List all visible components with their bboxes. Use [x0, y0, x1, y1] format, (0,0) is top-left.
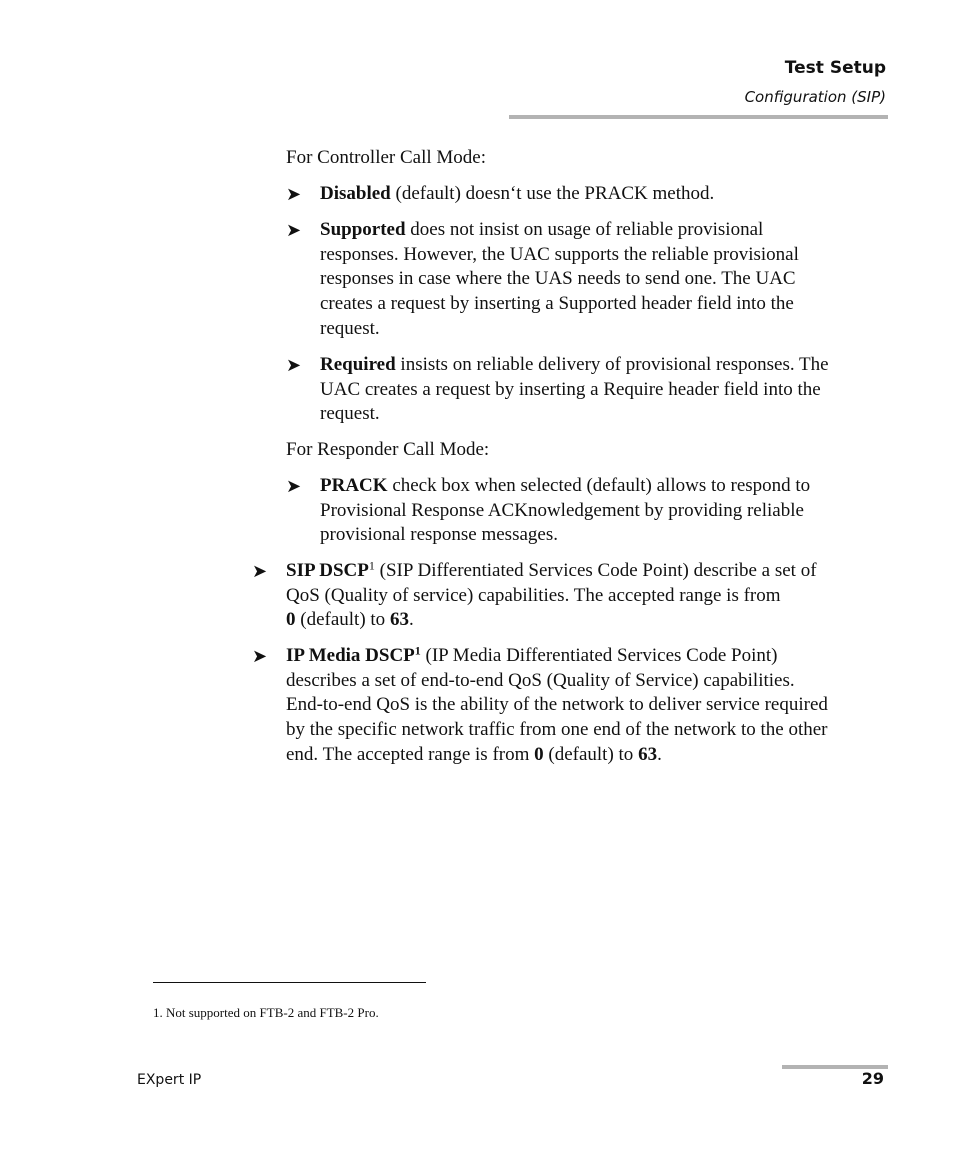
range-min: 0	[286, 609, 296, 631]
section-subtitle: Configuration (SIP)	[744, 88, 886, 106]
item-line: provisional response messages.	[320, 524, 558, 546]
item-line	[320, 218, 799, 243]
item-term: PRACK	[320, 475, 388, 496]
list-item-supported	[286, 218, 799, 342]
item-line: Provisional Response ACKnowledgement by providing reliable	[320, 499, 804, 521]
item-line: request.	[320, 403, 380, 425]
footnote-ref: 1	[414, 643, 421, 658]
item-line	[286, 644, 828, 669]
item-term: SIP DSCP	[286, 560, 369, 581]
item-text: (default) doesn‘t use the PRACK method.	[390, 183, 715, 204]
range-min: 0	[534, 743, 544, 765]
controller-intro: For Controller Call Mode:	[286, 147, 487, 168]
footnote-rule	[153, 982, 426, 983]
item-term: Disabled	[320, 183, 391, 204]
footnote-text: 1. Not supported on FTB-2 and FTB-2 Pro.	[153, 1005, 379, 1020]
item-term: Required	[320, 354, 396, 375]
item-line: creates a request by inserting a Supported header field into the	[320, 293, 794, 315]
item-text: insists on reliable delivery of provisional responses. The	[395, 354, 829, 375]
arrowhead-bullet-icon: ➤	[286, 476, 302, 497]
document-name: EXpert IP	[137, 1072, 202, 1088]
item-line: describes a set of end-to-end QoS (Quality of Service) capabilities.	[286, 669, 795, 691]
range-max: 63	[389, 609, 409, 631]
item-line	[320, 182, 714, 207]
item-line: UAC creates a request by inserting a Require header field into the	[320, 378, 821, 400]
range-text: (default) to	[295, 609, 390, 631]
page-number: 29	[861, 1069, 884, 1088]
list-item-required	[286, 353, 829, 427]
item-line: by the specific network traffic from one end of the network to the other	[286, 719, 828, 741]
item-text: does not insist on usage of reliable provisional	[405, 219, 764, 240]
item-line	[286, 559, 817, 584]
item-text: (SIP Differentiated Services Code Point) describe a set of	[374, 560, 817, 581]
item-term: Supported	[320, 219, 406, 240]
range-prefix: end. The accepted range is from	[286, 743, 535, 765]
item-line	[286, 743, 828, 768]
item-text: (IP Media Differentiated Services Code Point)	[420, 645, 778, 666]
list-item-ip-media-dscp	[252, 643, 828, 768]
item-line: QoS (Quality of service) capabilities. The accepted range is from	[286, 584, 781, 606]
header-rule	[509, 115, 888, 119]
arrowhead-bullet-icon: ➤	[286, 355, 302, 376]
range-max: 63	[638, 743, 658, 765]
list-item-disabled	[286, 182, 715, 207]
item-line: responses. However, the UAC supports the reliable provisional	[320, 243, 799, 265]
range-text: (default) to	[543, 743, 639, 765]
arrowhead-bullet-icon: ➤	[252, 646, 268, 667]
item-term: IP Media DSCP	[286, 645, 415, 666]
range-end: .	[408, 609, 414, 631]
item-line	[320, 474, 810, 499]
footnote-ref: 1	[368, 558, 375, 573]
arrowhead-bullet-icon: ➤	[286, 184, 302, 205]
item-line	[286, 608, 817, 633]
section-title: Test Setup	[784, 58, 886, 78]
item-line	[320, 353, 829, 378]
item-line: End-to-end QoS is the ability of the network to deliver service required	[286, 694, 828, 716]
item-text: check box when selected (default) allows to respond to	[387, 475, 811, 496]
responder-intro: For Responder Call Mode:	[286, 439, 490, 460]
range-end: .	[657, 743, 662, 765]
list-item-sip-dscp	[252, 558, 817, 633]
item-line: responses in case where the UAS needs to send one. The UAC	[320, 268, 796, 290]
list-item-prack	[286, 474, 811, 548]
item-line: request.	[320, 317, 380, 339]
arrowhead-bullet-icon: ➤	[286, 220, 302, 241]
arrowhead-bullet-icon: ➤	[252, 561, 268, 582]
